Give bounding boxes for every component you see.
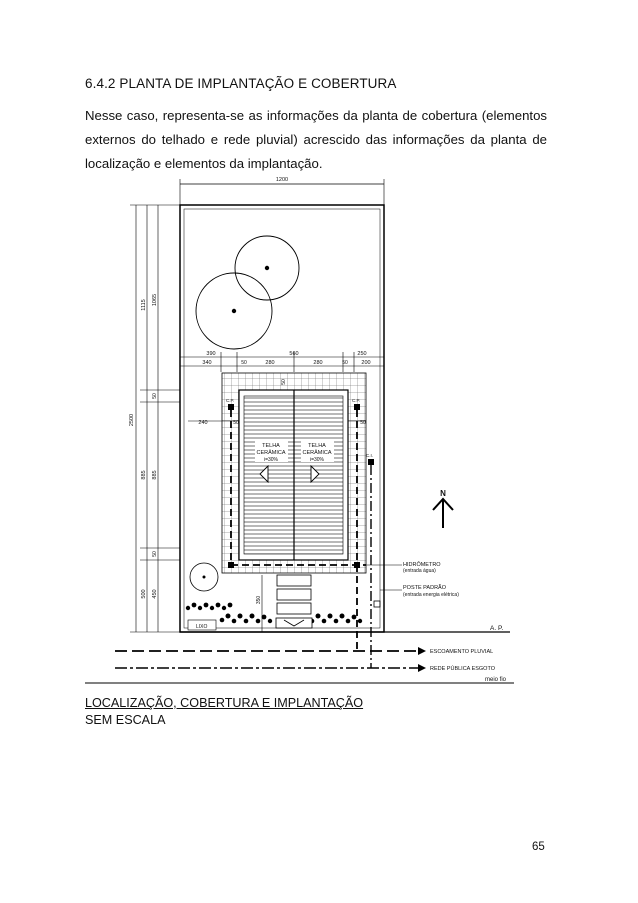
dim-1065-label: 1065 bbox=[152, 293, 158, 307]
cp-label-2: C.P. bbox=[352, 398, 361, 403]
dim-50-right-label: 50 bbox=[360, 420, 366, 426]
body-paragraph: Nesse caso, representa-se as informações da planta de cobertura (elementos externos do telhado e rede pluvial) acrescido das informações da planta de localização e elementos da implantação. bbox=[85, 108, 547, 171]
dim-560-label: 560 bbox=[289, 351, 299, 357]
downpipe-box-1 bbox=[228, 404, 234, 410]
caption-line-2: SEM ESCALA bbox=[85, 713, 166, 727]
lixo-label: LIXO bbox=[196, 624, 208, 630]
dim-350-label: 350 bbox=[256, 595, 262, 605]
dim-250-label: 250 bbox=[357, 351, 367, 357]
ap-label: A. P. bbox=[490, 625, 504, 632]
dim-50-left-label: 50 bbox=[233, 420, 239, 426]
tree-large bbox=[196, 273, 272, 349]
dim-450-label: 450 bbox=[152, 589, 158, 599]
dim-240-label: 240 bbox=[198, 420, 208, 426]
hedge-right bbox=[310, 614, 362, 624]
dim-885a-label: 885 bbox=[141, 470, 147, 480]
dim-50-top-label: 50 bbox=[281, 379, 287, 385]
dim-50b-label: 50 bbox=[342, 360, 348, 366]
dim-340-label: 340 bbox=[202, 360, 212, 366]
poste-label: POSTE PADRÃO bbox=[403, 585, 446, 591]
hidrometro-sub: (entrada água) bbox=[403, 568, 436, 574]
inspection-box bbox=[368, 459, 374, 465]
roof-left-label-1: TELHA bbox=[262, 443, 280, 449]
dim-200-label: 200 bbox=[361, 360, 371, 366]
rede-label: REDE PÚBLICA ESGOTO bbox=[430, 666, 496, 672]
roof bbox=[239, 390, 348, 560]
dim-280a-label: 280 bbox=[265, 360, 275, 366]
svg-text:N: N bbox=[440, 489, 446, 498]
entry-steps bbox=[277, 575, 311, 614]
dim-50a-label: 50 bbox=[241, 360, 247, 366]
dim-1200-label: 1200 bbox=[275, 177, 289, 183]
dim-1115-label: 1115 bbox=[141, 299, 147, 311]
roof-left-label-3: i=30% bbox=[263, 457, 279, 463]
page-number: 65 bbox=[532, 841, 545, 853]
dim-390-label: 390 bbox=[206, 351, 216, 357]
dim-885b-label: 885 bbox=[152, 470, 158, 480]
dim-50-left-v2-label: 50 bbox=[152, 551, 158, 557]
caption-line-1: LOCALIZAÇÃO, COBERTURA E IMPLANTAÇÃO bbox=[85, 696, 364, 710]
tree-medium bbox=[235, 236, 299, 300]
roof-right-label-3: i=30% bbox=[309, 457, 325, 463]
cp-label-1: C.P. bbox=[226, 398, 235, 403]
tree-small bbox=[190, 563, 218, 591]
hedge-center bbox=[220, 614, 272, 624]
hidrometro-label: HIDRÔMETRO bbox=[403, 562, 441, 568]
north-arrow-icon bbox=[433, 489, 453, 528]
esgoto-line bbox=[115, 664, 426, 672]
dim-50-left-v1-label: 50 bbox=[152, 393, 158, 399]
hedge-left bbox=[186, 603, 233, 611]
meio-fio-label: meio fio bbox=[485, 677, 507, 683]
roof-right-label-2: CERÂMICA bbox=[302, 450, 332, 456]
ci-label: C.I. bbox=[366, 453, 374, 458]
left-dimensions bbox=[130, 205, 180, 632]
escoamento-label: ESCOAMENTO PLUVIAL bbox=[430, 649, 494, 655]
roof-left-label-2: CERÂMICA bbox=[256, 450, 286, 456]
entry-gate bbox=[276, 618, 312, 628]
dim-280b-label: 280 bbox=[313, 360, 323, 366]
roof-right-label-1: TELHA bbox=[308, 443, 326, 449]
dim-500-label: 500 bbox=[141, 589, 147, 599]
top-dimension bbox=[180, 177, 384, 212]
dim-2500-label: 2500 bbox=[129, 413, 135, 427]
escoamento-line bbox=[115, 647, 426, 655]
downpipe-box-2 bbox=[354, 404, 360, 410]
poste-sub: (entrada energia elétrica) bbox=[403, 592, 459, 598]
section-heading: 6.4.2 PLANTA DE IMPLANTAÇÃO E COBERTURA bbox=[85, 76, 397, 91]
figure-caption bbox=[85, 695, 363, 729]
poste-box bbox=[374, 601, 380, 607]
